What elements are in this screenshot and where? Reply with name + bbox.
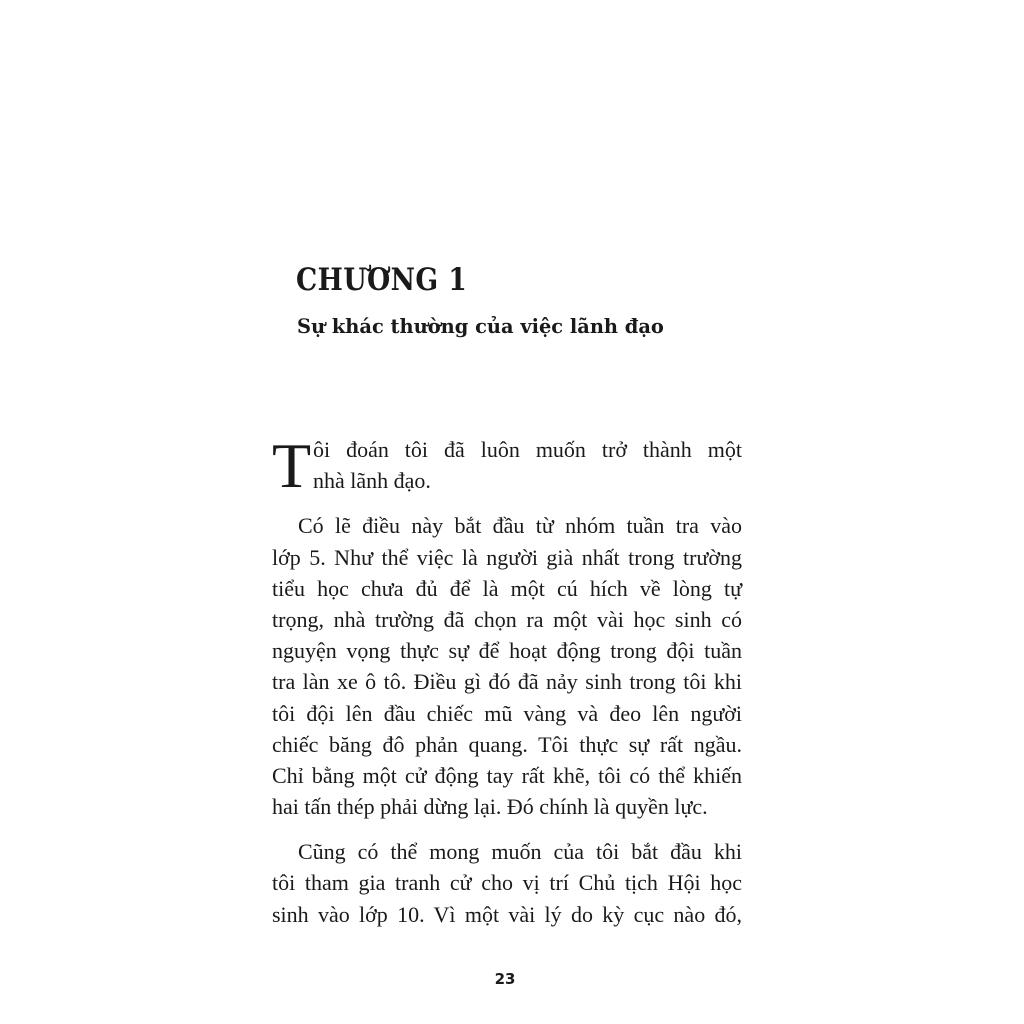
chapter-number: CHƯƠNG 1 [296, 262, 468, 298]
chapter-title: Sự khác thường của việc lãnh đạo [297, 314, 664, 338]
page-number: 23 [494, 970, 516, 988]
text-line: ôi đoán tôi đã luôn muốn trở thành một [313, 437, 742, 462]
text-line: sinh vào lớp 10. Vì một vài lý do kỳ cục nào đó, [272, 901, 742, 927]
paragraph-2 [272, 510, 742, 822]
text-line: tôi tham gia tranh cử cho vị trí Chủ tịch Hội học [272, 870, 742, 896]
text-line: tiểu học chưa đủ để là một cú hích về lòng tự [272, 575, 742, 601]
paragraph-3 [272, 836, 742, 930]
text-line: tra làn xe ô tô. Điều gì đó đã nảy sinh trong tôi khi [272, 669, 742, 695]
text-line: nguyện vọng thực sự để hoạt động trong đội tuần [272, 638, 742, 664]
text-line: chiếc băng đô phản quang. Tôi thực sự rất ngầu. [272, 731, 742, 757]
text-line: Cũng có thể mong muốn của tôi bắt đầu khi [298, 839, 742, 865]
text-line: Có lẽ điều này bắt đầu từ nhóm tuần tra vào [298, 513, 742, 539]
text-line: lớp 5. Như thể việc là người già nhất trong trường [272, 544, 742, 570]
paragraph-1 [272, 430, 742, 501]
text-line: Chỉ bằng một cử động tay rất khẽ, tôi có thể khiến [272, 762, 742, 788]
text-line: nhà lãnh đạo. [313, 468, 431, 494]
text-line: hai tấn thép phải dừng lại. Đó chính là quyền lực. [272, 794, 708, 820]
drop-cap: T [272, 430, 312, 501]
body-text [272, 430, 742, 930]
text-line: tôi đội lên đầu chiếc mũ vàng và đeo lên người [272, 700, 742, 726]
text-line: trọng, nhà trường đã chọn ra một vài học sinh có [272, 606, 742, 632]
